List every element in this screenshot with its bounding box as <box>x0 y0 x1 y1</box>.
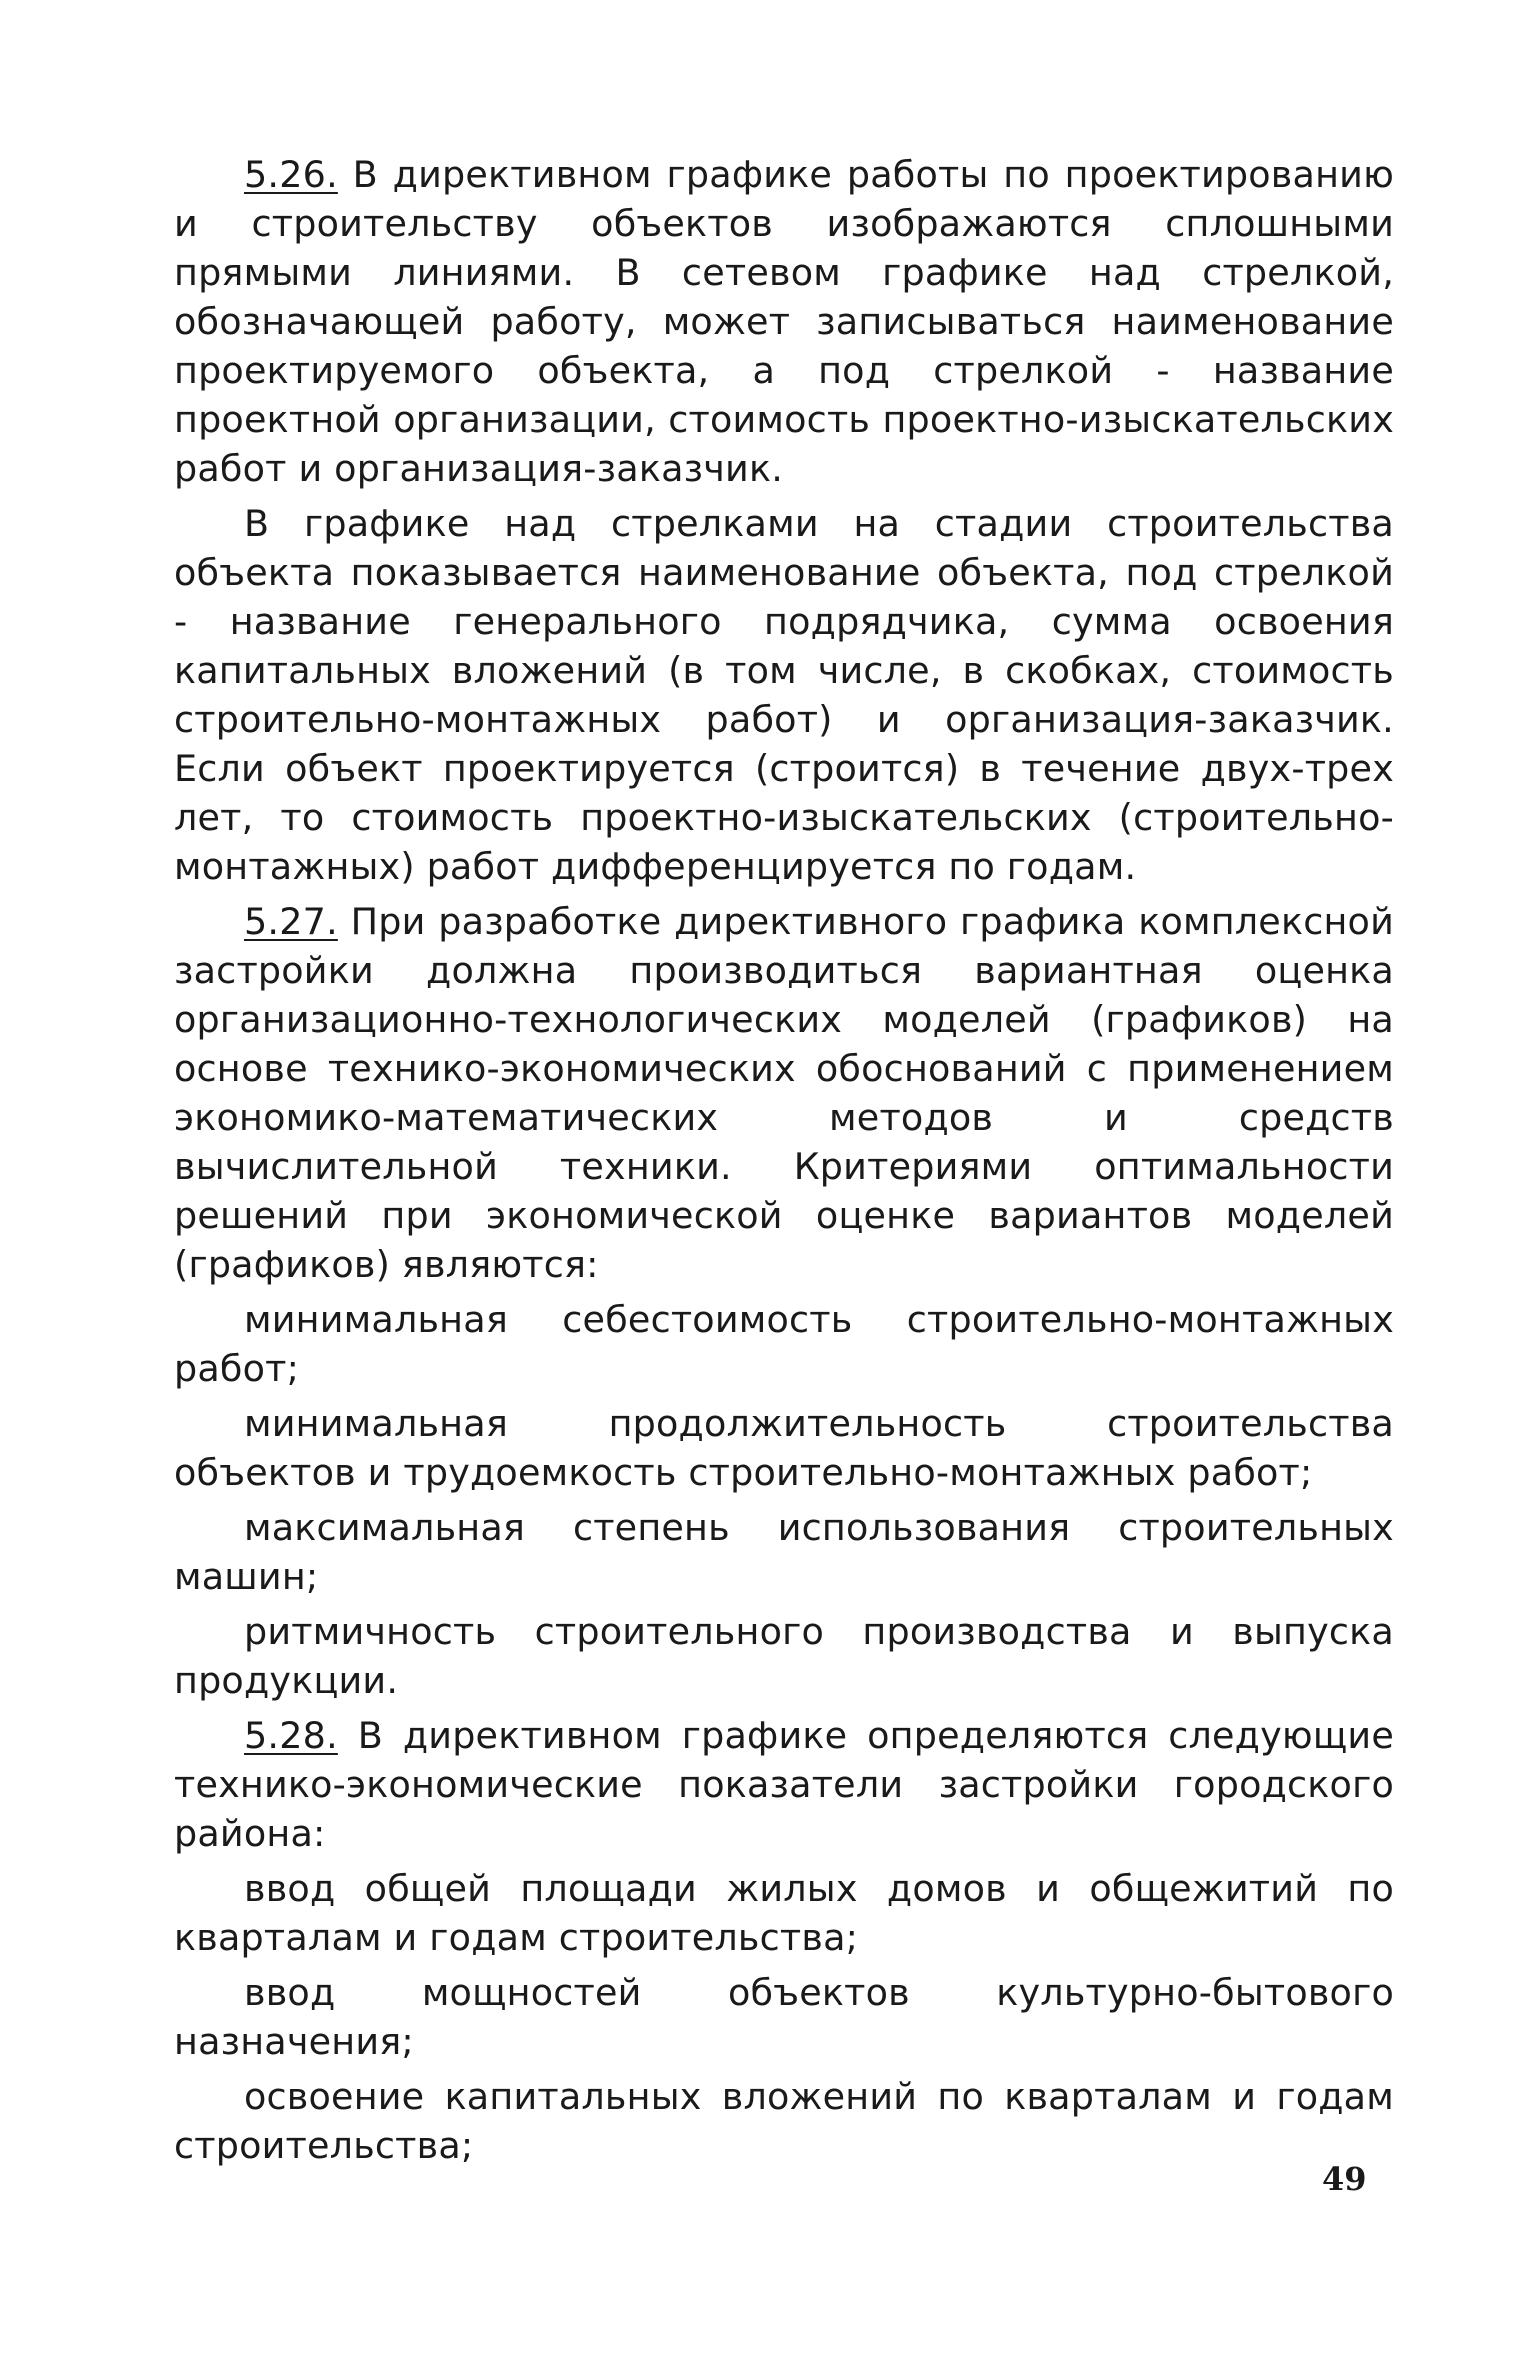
paragraph-text: минимальная себестоимость строительно-монтажных работ; <box>174 1298 1394 1390</box>
paragraph-text: В графике над стрелками на стадии строительства объекта показывается наименование объекта, под стрелкой - название генерального подрядчика, сумма освоения капитальных вложений (в том числе, в скобках, стоимость строительно-монтажных работ) и организация-заказчик. Если объект проектируется (строится) в течение двух-трех лет, то стоимость проектно-изыскательских (строительно-монтажных) работ дифференцируется по годам. <box>174 502 1394 888</box>
list-item-criterion <box>174 1607 1394 1705</box>
paragraph-5-28 <box>174 1711 1394 1858</box>
paragraph-text: максимальная степень использования строительных машин; <box>174 1506 1394 1598</box>
list-item-indicator <box>174 1864 1394 1962</box>
paragraph-text: минимальная продолжительность строительства объектов и трудоемкость строительно-монтажных работ; <box>174 1402 1394 1494</box>
paragraph-5-26 <box>174 150 1394 493</box>
paragraph-text: ритмичность строительного производства и выпуска продукции. <box>174 1610 1394 1702</box>
paragraph-text: В директивном графике определяются следующие технико-экономические показатели застройки городского района: <box>174 1714 1394 1855</box>
paragraph-text: При разработке директивного графика комплексной застройки должна производиться вариантная оценка организационно-технологических моделей (графиков) на основе технико-экономических обоснований с применением экономико-математических методов и средств вычислительной техники. Критериями оптимальности решений при экономической оценке вариантов моделей (графиков) являются: <box>174 900 1394 1286</box>
paragraph-construction-stage <box>174 499 1394 891</box>
section-number: 5.26. <box>244 153 338 196</box>
paragraph-text: В директивном графике работы по проектированию и строительству объектов изображаются сплошными прямыми линиями. В сетевом графике над стрелкой, обозначающей работу, может записываться наименование проектируемого объекта, а под стрелкой - название проектной организации, стоимость проектно-изыскательских работ и организация-заказчик. <box>174 153 1394 490</box>
section-number: 5.27. <box>244 900 338 943</box>
paragraph-text: ввод общей площади жилых домов и общежитий по кварталам и годам строительства; <box>174 1867 1394 1959</box>
list-item-criterion <box>174 1399 1394 1497</box>
list-item-indicator <box>174 2072 1394 2170</box>
paragraph-text: освоение капитальных вложений по кварталам и годам строительства; <box>174 2075 1394 2167</box>
paragraph-text: ввод мощностей объектов культурно-бытового назначения; <box>174 1971 1394 2063</box>
page-number: 49 <box>1322 2160 1367 2198</box>
list-item-criterion <box>174 1503 1394 1601</box>
section-number: 5.28. <box>244 1714 338 1757</box>
list-item-indicator <box>174 1968 1394 2066</box>
paragraph-5-27 <box>174 897 1394 1289</box>
document-page <box>174 150 1394 2176</box>
list-item-criterion <box>174 1295 1394 1393</box>
